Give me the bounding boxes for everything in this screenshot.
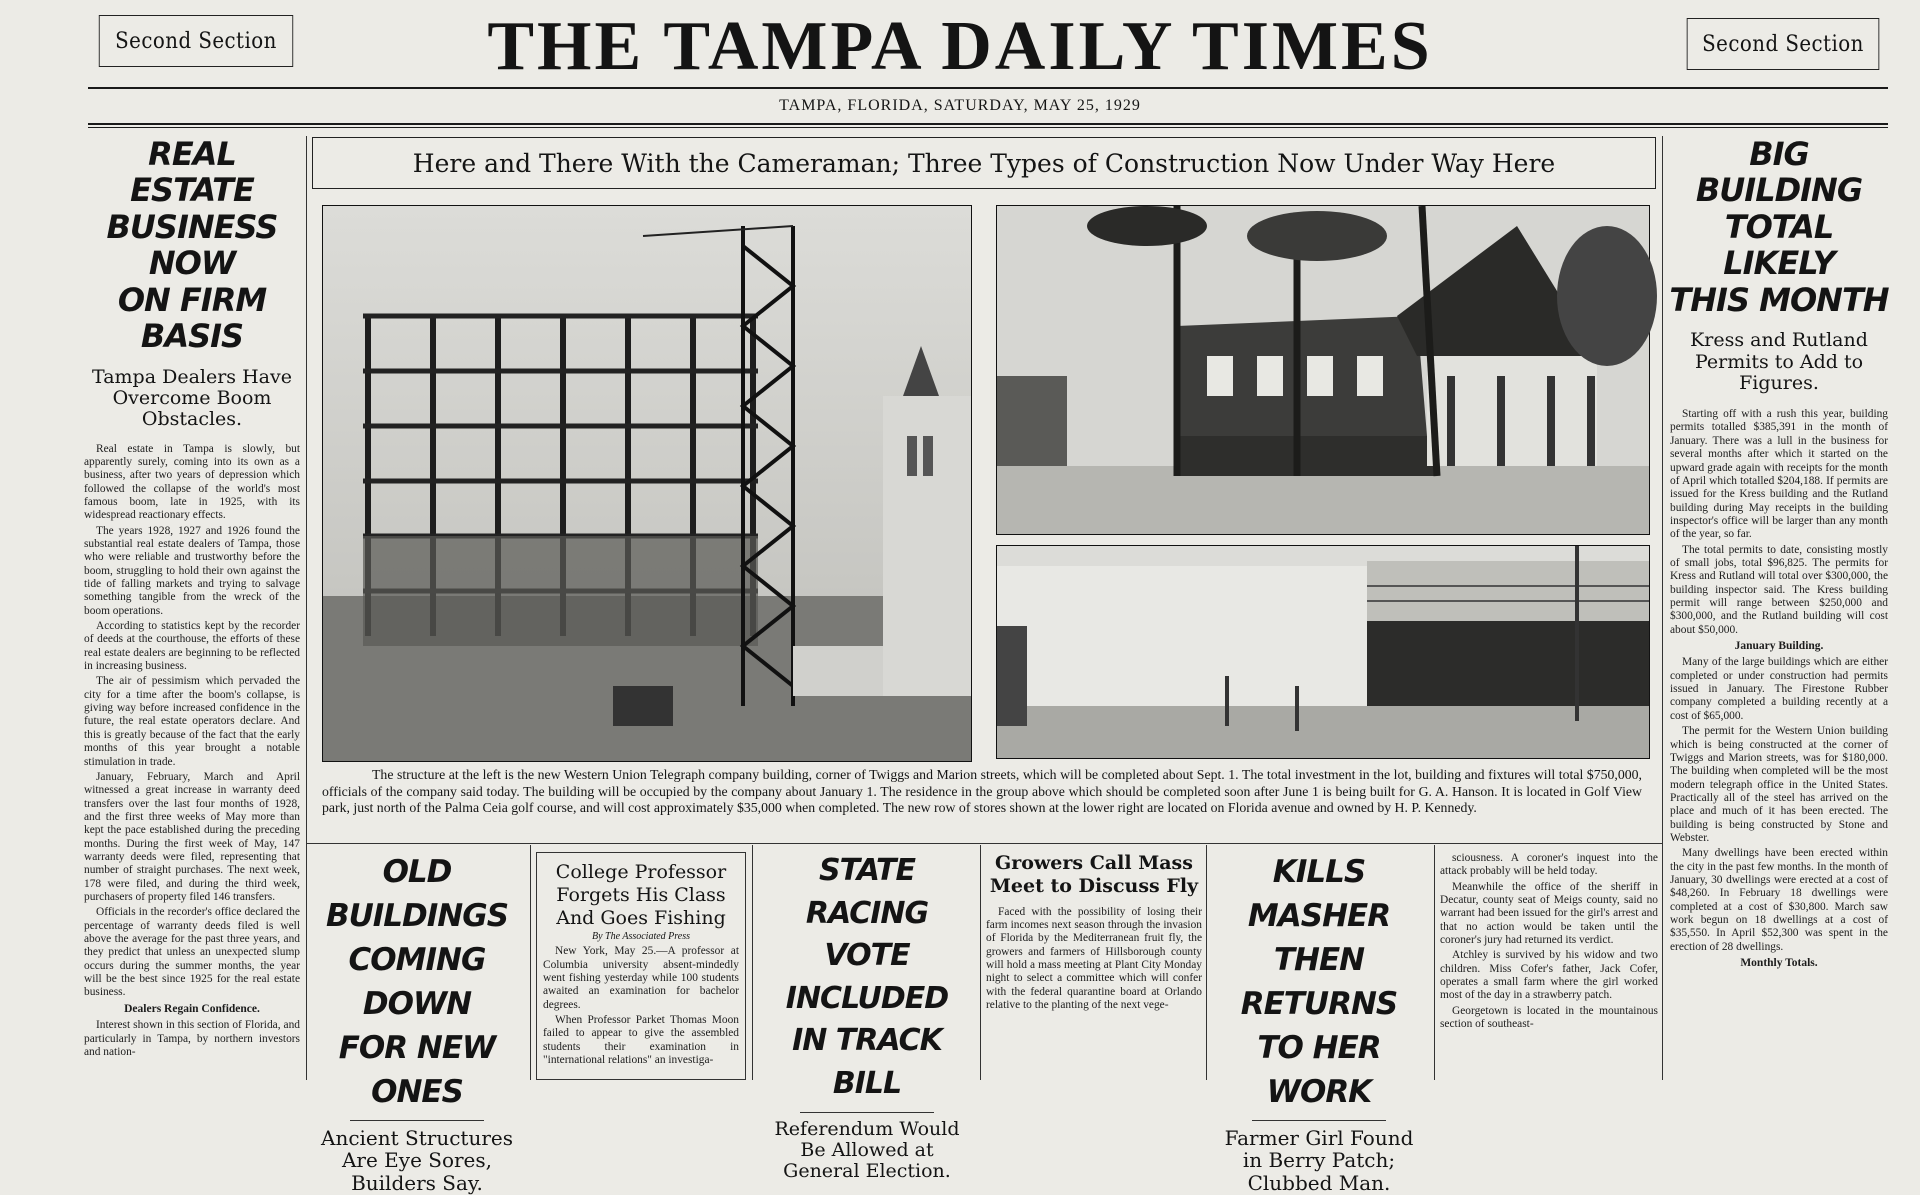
old-buildings-divider	[350, 1120, 483, 1121]
growers-body: Faced with the possibility of losing their farm incomes next season through the invasion of Florida by the Mediterranean fruit fly, the growers and farmers of Hillsborough county will hold a mass meeting at Plant City Monday night to select a committee which will confer with the federal quarantine board at Orlando relative to the planting of the next vege-	[986, 905, 1202, 1011]
racing-headline: STATE RACING VOTE INCLUDED IN TRACK BILL	[785, 853, 949, 1101]
column-rule-right	[1662, 136, 1663, 1080]
masher-divider	[1252, 1120, 1385, 1121]
dateline: TAMPA, FLORIDA, SATURDAY, MAY 25, 1929	[779, 97, 1141, 114]
masthead-rule-bottom-2	[88, 127, 1888, 128]
professor-headline: College Professor Forgets His Class And Goes Fishing	[555, 861, 727, 929]
growers-story	[986, 852, 1202, 1080]
masher-deck: Farmer Girl Found in Berry Patch; Clubbed Man.	[1224, 1126, 1414, 1195]
second-section-label-left: Second Section	[99, 15, 293, 67]
masthead-rule-bottom	[88, 123, 1888, 125]
bottom-rule-4	[1206, 845, 1207, 1080]
old-buildings-headline: OLD BUILDINGS COMING DOWN FOR NEW ONES	[325, 854, 509, 1111]
bottom-row-rule	[306, 843, 1662, 844]
left-story-body: Real estate in Tampa is slowly, but apparently surely, coming into its own as a business, after two years of depression which followed the collapse of the world's most famous boom, late in 1925, with its widespread reactionary effects. The years 1928, 1927 and 1926 found the substantial real estate dealers of Tampa, those who were reliable and trustworthy before the boom, struggling to hold their own against the tide of falling markets and trying to salvage something tangible from the wreck of the boom operations. According to statistics kept by the recorder of deeds at the courthouse, the efforts of these real estate dealers are beginning to be reflected in increasing business. The air of pessimism which pervaded the city for a time after the boom's collapse, is giving way before increased confidence in the future, the real estate operators declare. And this is greatly because of the fact that the early months of this year brought a notable stimulation in trade. January, February, March and April witnessed a great increase in warranty deed transfers over the last four months of 1928, and the first three weeks of May more than kept the pace established during the preceding months. During the first week of May, 147 warranty deeds were filed, representing that number of straight purchases. The next week, 178 were filed, and during the third week, purchasers of property filed 146 transfers. Officials in the recorder's office declared the percentage of warranty deeds filed is well above the average for the past three years, and they predict that unless an unexpected slump occurs during the summer months, the year will be the best since 1925 for the real estate business. Dealers Regain Confidence. Interest shown in this section of Florida, and particularly in Tampa, by northern investors and nation-	[84, 442, 300, 1058]
masher-headline: KILLS MASHER THEN RETURNS TO HER WORK	[1240, 854, 1398, 1111]
masher-story	[1208, 850, 1430, 1195]
professor-body: New York, May 25.—A professor at Columbia university absent-mindedly went fishing yesterday while 100 students awaited an examination for bachelor degrees. When Professor Parket Thomas Moon failed to appear to give the assembled students their examination in "international relations" an investiga-	[543, 945, 739, 1067]
second-section-label-right: Second Section	[1687, 18, 1880, 70]
right-story-deck: Kress and Rutland Permits to Add to Figures.	[1690, 329, 1868, 394]
growers-headline: Growers Call Mass Meet to Discuss Fly	[989, 852, 1199, 897]
bottom-rule-1	[530, 845, 531, 1080]
masthead-title: THE TAMPA DAILY TIMES	[487, 8, 1433, 85]
photo-hanson-residence	[996, 205, 1650, 535]
masthead-rule-top	[88, 87, 1888, 89]
professor-byline: By The Associated Press	[591, 931, 691, 943]
left-story	[82, 136, 302, 1080]
bottom-rule-2	[752, 845, 753, 1080]
photo-caption: The structure at the left is the new Western Union Telegraph company building, corner of Twiggs and Marion streets, which will be completed about Sept. 1. The total investment in the lot, building and fixtures will total $750,000, officials of the company said today. The building will be occupied by the company about January 1. The residence in the group above which should be completed soon after June 1 is being built for G. A. Hanson. It is located in Golf View park, just north of the Palma Ceia golf course, and will cost approximately $35,000 when completed. The new row of stores shown at the lower right are located on Florida avenue and owned by H. P. Kennedy.	[322, 767, 1642, 816]
old-buildings-story	[306, 850, 528, 1195]
right-story-body: Starting off with a rush this year, building permits totalled $385,391 in the month of January. There was a lull in the business for several months after which it started on the upward grade again with receipts for the month of April which totalled $204,188. If permits are issued for the Kress building and the Rutland building during May receipts in the building inspector's office will be larger than any month of the year, so far. The total permits to date, consisting mostly of small jobs, total $96,825. The permits for Kress and Rutland will total over $300,000, the building inspector said. The Kress building permit will range between $250,000 and $300,000, and the Rutland building will cost about $50,000. January Building. Many of the large buildings which are either completed or under construction had permits issued in January. The Firestone Rubber company completed a building recently at a cost of $65,000. The permit for the Western Union building which is being constructed at the corner of Twiggs and Marion streets, was for $180,000. The building when completed will be the most modern telegraph office in the United States. Practically all of the steel has arrived on the place and much of it has been erected. The building is being constructed by Stone and Webster. Many dwellings have been erected within the city in the past few months. In the month of January, 30 dwellings were erected at a cost of $48,260. In February 18 dwellings were completed at a cost of $30,800. March saw work begun on 18 dwellings at a cost of $35,550. In April $52,300 was spent in the erection of 28 dwellings. Monthly Totals.	[1670, 408, 1888, 969]
left-story-headline: REAL ESTATE BUSINESS NOW ON FIRM BASIS	[106, 135, 278, 356]
racing-story	[756, 850, 978, 1183]
photo-banner: Here and There With the Cameraman; Three Types of Construction Now Under Way Here	[312, 137, 1656, 189]
masher-continued-body: sciousness. A coroner's inquest into the attack probably will be held today. Meanwhile the office of the sheriff in Decatur, county seat of Meigs county, said no warrant had been issued for the girl's arrest and that no action would be taken until the coroner's jury had returned its verdict. Atchley is survived by his widow and two children. Miss Cofer's father, Jack Cofer, operates a small farm where the girl worked most of the day in a strawberry patch. Georgetown is located in the mountainous section of southeast-	[1440, 852, 1658, 1031]
racing-divider	[800, 1112, 933, 1113]
professor-story	[536, 852, 746, 1080]
bottom-rule-5	[1434, 845, 1435, 1080]
left-story-deck: Tampa Dealers Have Overcome Boom Obstacles.	[92, 365, 292, 431]
old-buildings-deck: Ancient Structures Are Eye Sores, Builders Say.	[321, 1126, 513, 1195]
bottom-rule-3	[980, 845, 981, 1080]
masher-continued	[1440, 852, 1658, 1080]
racing-deck: Referendum Would Be Allowed at General Election.	[774, 1117, 960, 1183]
photo-kennedy-stores	[996, 545, 1650, 759]
right-story-headline: BIG BUILDING TOTAL LIKELY THIS MONTH	[1669, 135, 1889, 319]
right-story	[1668, 136, 1890, 1080]
photo-western-union-building	[322, 205, 972, 762]
